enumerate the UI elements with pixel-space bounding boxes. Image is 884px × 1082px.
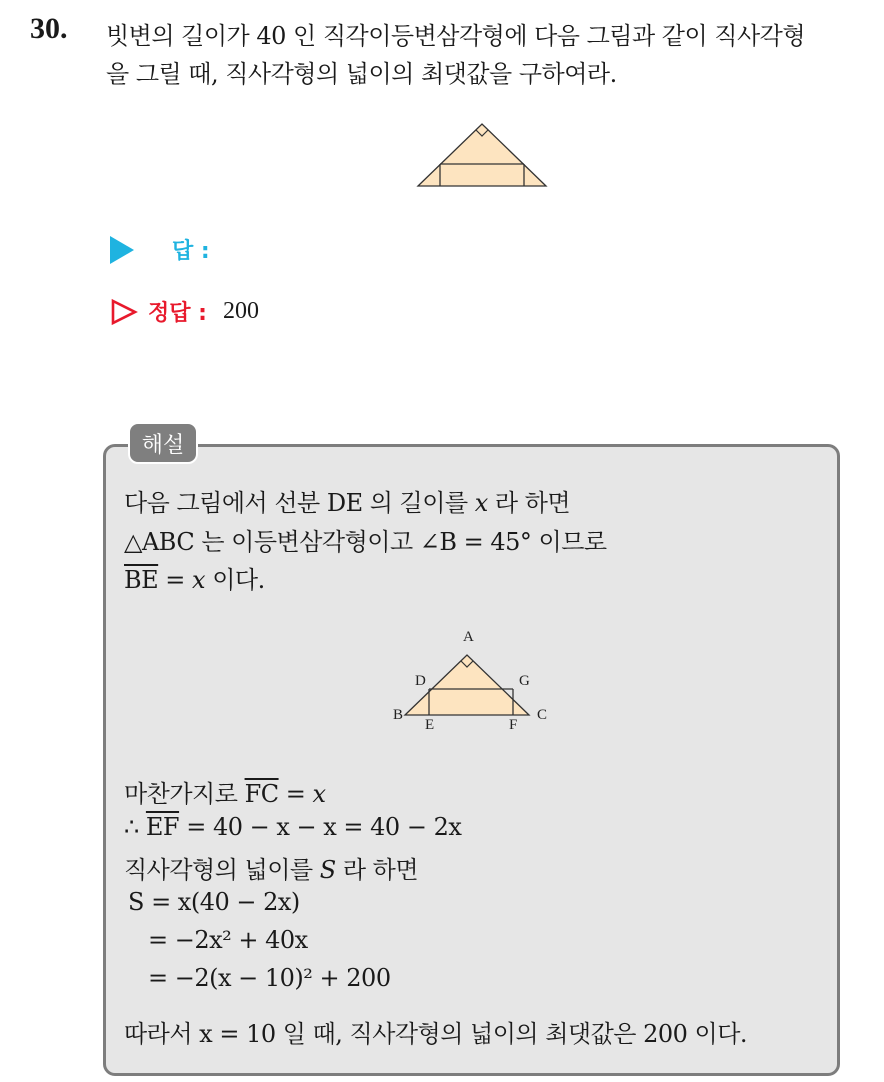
key-answer-row bbox=[110, 296, 259, 327]
key-answer-label: 정답 : bbox=[148, 301, 207, 326]
question-figure bbox=[410, 118, 550, 192]
solution-line-6: 직사각형의 넓이를 S 라 하면 bbox=[124, 856, 418, 884]
solution-line-3: $\overline{BE} = x$ 이다. bbox=[124, 566, 265, 594]
label-a: A bbox=[463, 629, 474, 645]
solution-line-7: S = x(40 − 2x) bbox=[128, 888, 300, 916]
answer-row bbox=[110, 234, 210, 265]
solution-tab: 해설 bbox=[128, 422, 198, 464]
label-c: C bbox=[537, 707, 548, 723]
key-answer-value: 200 bbox=[222, 298, 259, 324]
label-b: B bbox=[393, 707, 404, 723]
outline-arrow-icon bbox=[110, 298, 138, 326]
solution-figure bbox=[385, 625, 560, 735]
play-arrow-icon bbox=[110, 236, 134, 264]
answer-label: 답 : bbox=[172, 239, 210, 264]
label-d: D bbox=[415, 673, 426, 689]
figure-triangle bbox=[418, 124, 546, 186]
label-e: E bbox=[425, 717, 435, 733]
solution-line-10: 따라서 x = 10 일 때, 직사각형의 넓이의 최댓값은 200 이다. bbox=[124, 1020, 748, 1048]
solution-line-1: 다음 그림에서 선분 DE 의 길이를 x 라 하면 bbox=[124, 489, 571, 517]
question-text-line-2: 을 그릴 때, 직사각형의 넓이의 최댓값을 구하여라. bbox=[106, 60, 617, 88]
solution-line-9: = −2(x − 10)² + 200 bbox=[148, 964, 391, 992]
label-f: F bbox=[509, 717, 518, 733]
question-text-line-1: 빗변의 길이가 40 인 직각이등변삼각형에 다음 그림과 같이 직사각형 bbox=[106, 22, 806, 50]
question-number: 30. bbox=[30, 12, 68, 45]
solution-line-2: △ABC 는 이등변삼각형이고 ∠B = 45° 이므로 bbox=[124, 528, 607, 556]
solution-line-4: 마찬가지로 $\overline{FC} = x$ bbox=[124, 780, 326, 808]
label-g: G bbox=[519, 673, 530, 689]
solution-line-5: ∴ $\overline{EF} = 40 - x - x = 40 - 2x$ bbox=[124, 813, 462, 841]
solution-line-8: = −2x² + 40x bbox=[148, 926, 308, 954]
